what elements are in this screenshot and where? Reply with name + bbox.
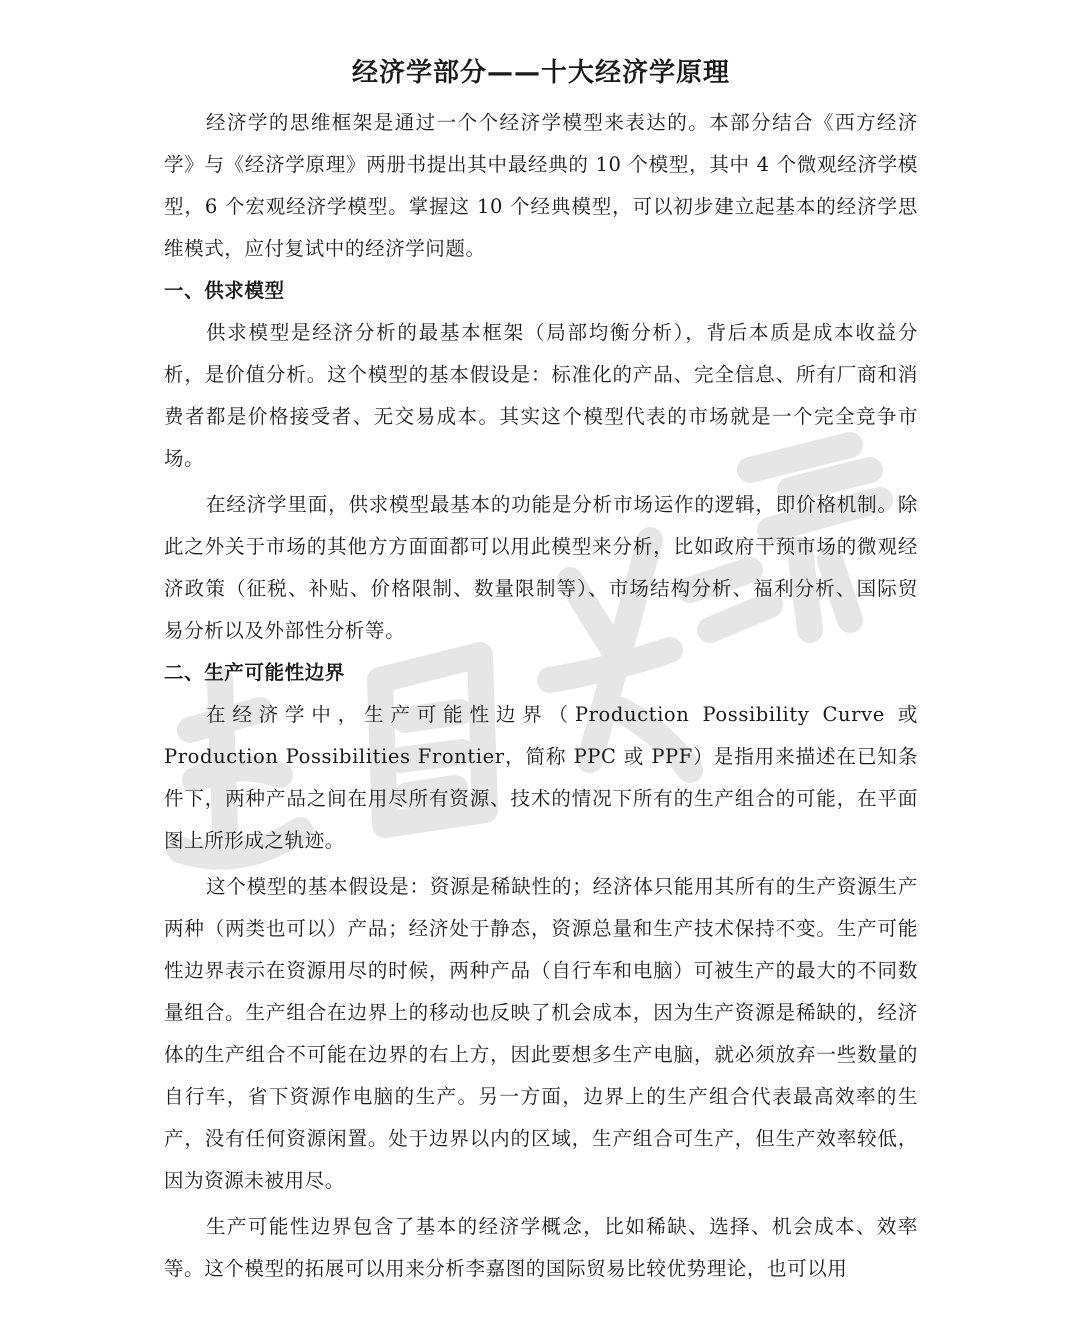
ppf-paragraph-3: 生产可能性边界包含了基本的经济学概念，比如稀缺、选择、机会成本、效率等。这个模型的拓展可以用来分析李嘉图的国际贸易比较优势理论，也可以用 bbox=[164, 1215, 918, 1280]
section-heading-ppf: 二、生产可能性边界 bbox=[164, 661, 345, 684]
section-heading-supply-demand: 一、供求模型 bbox=[164, 279, 285, 302]
document-body bbox=[164, 48, 918, 1290]
ppf-paragraph-1: 在经济学中，生产可能性边界（Production Possibility Curve 或 Production Possibilities Frontier，简称 PPC 或 PPF）是指用来描述在已知条件下，两种产品之间在用尽所有资源、技术的情况下所有的生产组合的可能，在平面图上所形成之轨迹。 bbox=[164, 703, 918, 852]
supply-demand-paragraph-1: 供求模型是经济分析的最基本框架（局部均衡分析），背后本质是成本收益分析，是价值分析。这个模型的基本假设是：标准化的产品、完全信息、所有厂商和消费者都是价格接受者、无交易成本。其实这个模型代表的市场就是一个完全竞争市场。 bbox=[164, 321, 918, 470]
ppf-paragraph-2: 这个模型的基本假设是：资源是稀缺性的；经济体只能用其所有的生产资源生产两种（两类也可以）产品；经济处于静态，资源总量和生产技术保持不变。生产可能性边界表示在资源用尽的时候，两种产品（自行车和电脑）可被生产的最大的不同数量组合。生产组合在边界上的移动也反映了机会成本，因为生产资源是稀缺的，经济体的生产组合不可能在边界的右上方，因此要想多生产电脑，就必须放弃一些数量的自行车，省下资源作电脑的生产。另一方面，边界上的生产组合代表最高效率的生产，没有任何资源闲置。处于边界以内的区域，生产组合可生产，但生产效率较低，因为资源未被用尽。 bbox=[164, 875, 918, 1192]
document-title: 经济学部分——十大经济学原理 bbox=[351, 58, 730, 88]
intro-paragraph: 经济学的思维框架是通过一个个经济学模型来表达的。本部分结合《西方经济学》与《经济学原理》两册书提出其中最经典的 10 个模型，其中 4 个微观经济学模型，6 个宏观经济学模型。掌握这 10 个经典模型，可以初步建立起基本的经济学思维模式，应付复试中的经济学问题。 bbox=[164, 111, 918, 260]
supply-demand-paragraph-2: 在经济学里面，供求模型最基本的功能是分析市场运作的逻辑，即价格机制。除此之外关于市场的其他方方面面都可以用此模型来分析，比如政府干预市场的微观经济政策（征税、补贴、价格限制、数量限制等）、市场结构分析、福利分析、国际贸易分析以及外部性分析等。 bbox=[164, 493, 918, 642]
